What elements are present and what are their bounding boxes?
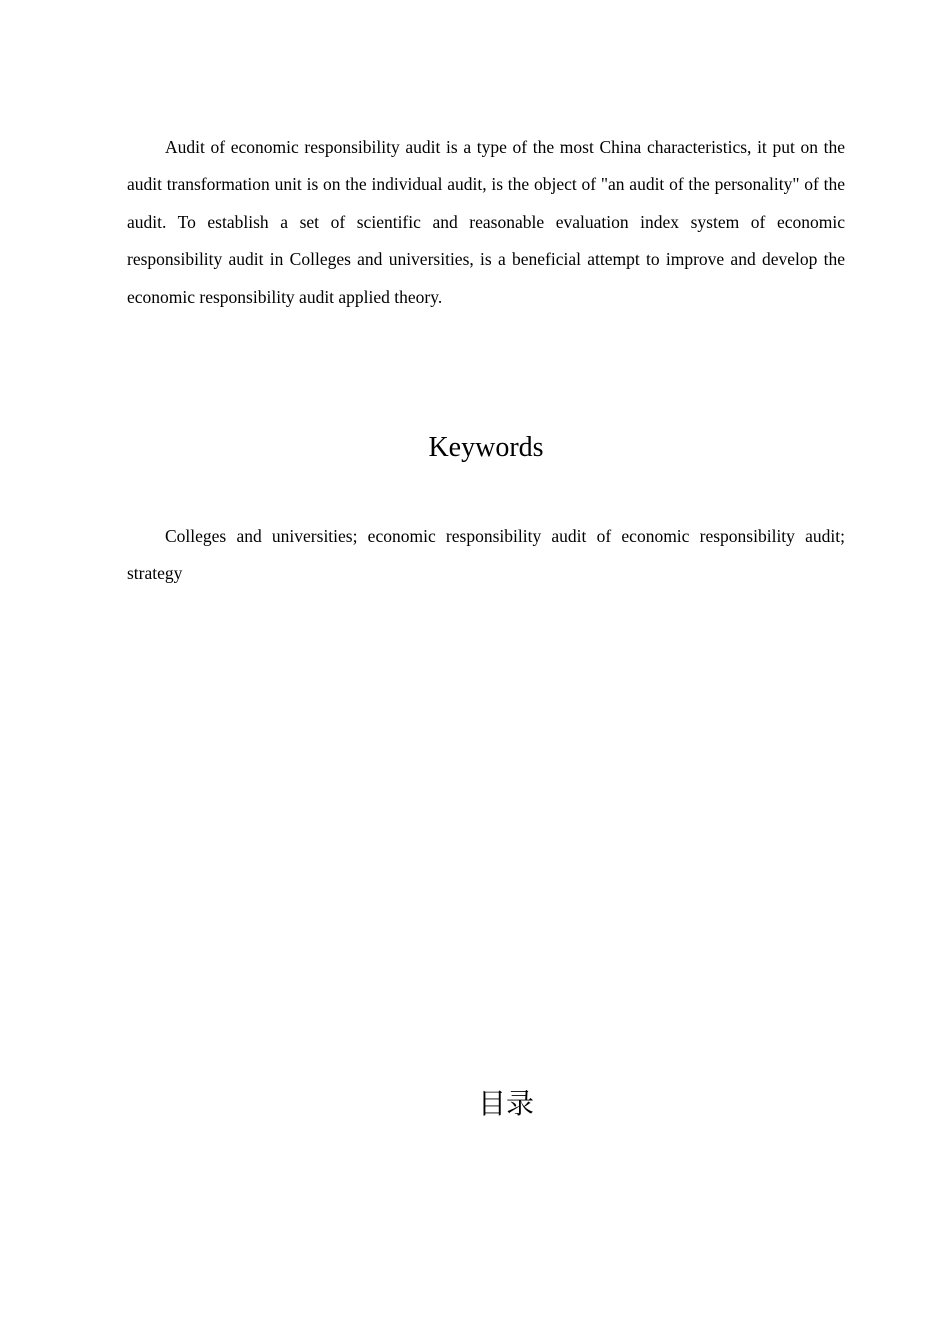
abstract-paragraph: Audit of economic responsibility audit is a type of the most China characteristics, it put on the audit transformation unit is on the individual audit, is the object of "an audit of the personality" of the audit. To establish a set of scientific and reasonable evaluation index system of economic responsibility audit in Colleges and universities, is a beneficial attempt to improve and develop the economic responsibility audit applied theory. <box>127 137 845 307</box>
keywords-heading: Keywords <box>428 432 544 463</box>
table-of-contents-heading: 目录 <box>477 1087 534 1120</box>
keywords-paragraph: Colleges and universities; economic responsibility audit of economic responsibility audit; strategy <box>127 526 845 584</box>
